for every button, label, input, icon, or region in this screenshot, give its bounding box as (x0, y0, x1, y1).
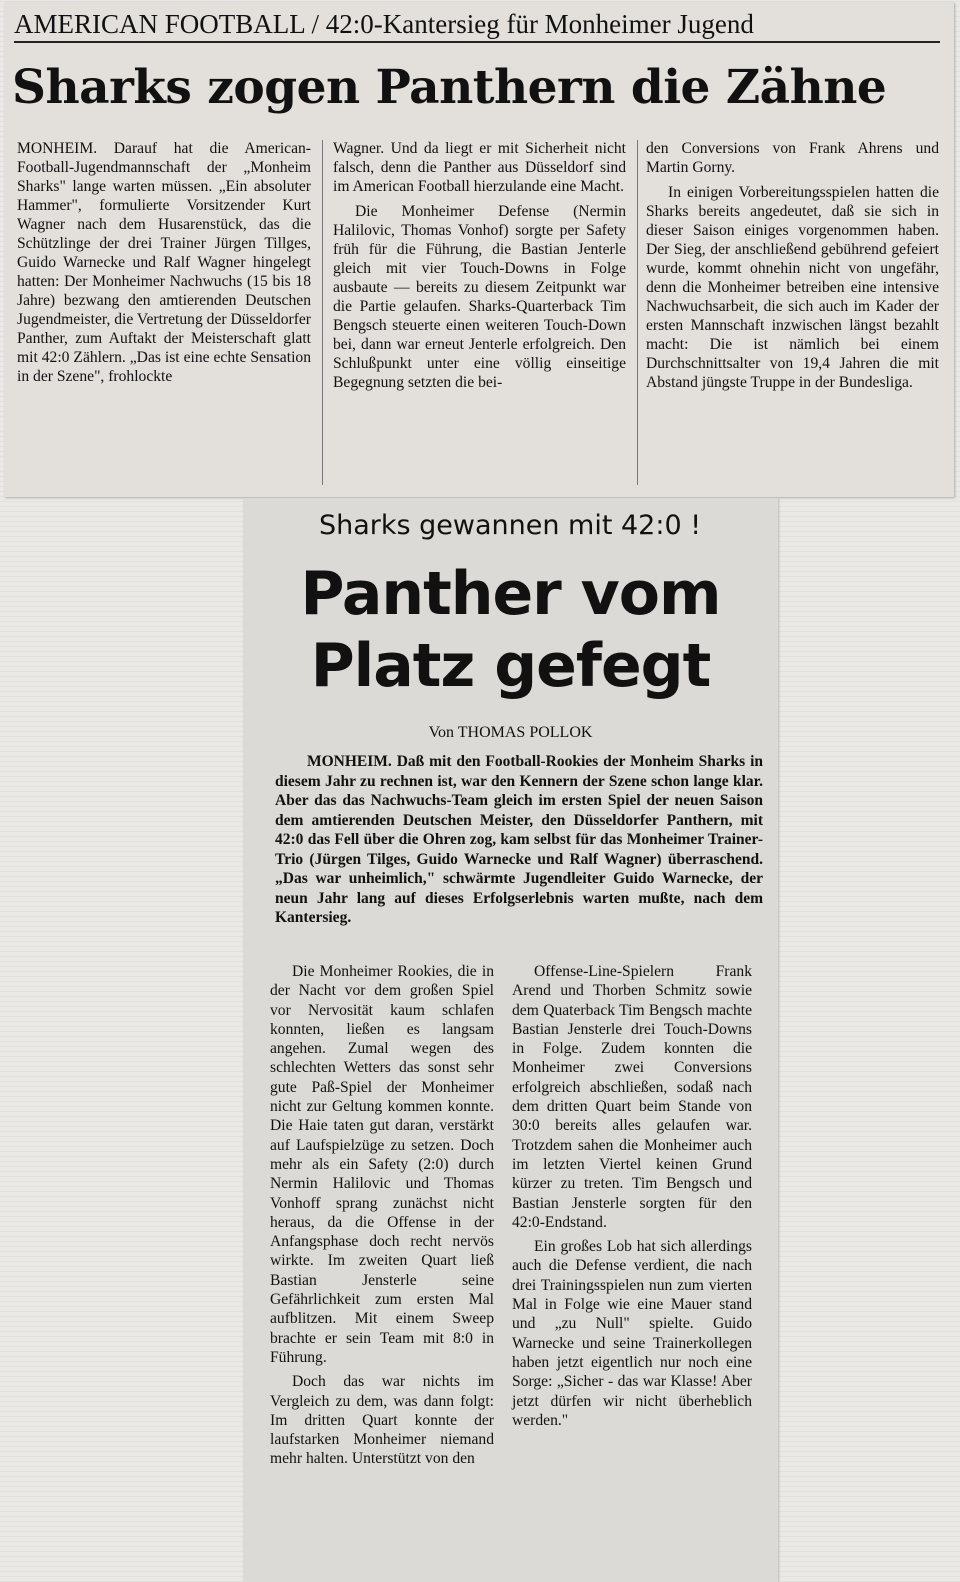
article1-column-1 (17, 139, 311, 386)
article2-byline: Von THOMAS POLLOK (428, 724, 593, 741)
article1-kicker: AMERICAN FOOTBALL / 42:0-Kantersieg für Monheimer Jugend (14, 8, 940, 43)
article2-paragraph: Die Monheimer Rookies, die in der Nacht vor dem großen Spiel vor Nervosität kaum schlafen konnten, ließen es langsam angehen. Zumal wegen des schlechten Wetters das sonst sehr gute Paß-Spiel der Monheimer nicht zur Geltung kommen konnte. Die Haie taten gut daran, verstärkt auf Laufspielzüge zu setzen. Doch mehr als ein Safety (2:0) durch Nermin Halilovic und Thomas Vonhoff sprang zunächst nicht heraus, da die Offense in der Anfangsphase doch recht nervös wirkte. Im zweiten Quart ließ Bastian Jensterle seine Gefährlichkeit zum ersten Mal aufblitzen. Mit einem Sweep brachte er sein Team mit 8:0 in Führung. (270, 963, 494, 1366)
article2-paragraph: Offense-Line-Spielern Frank Arend und Thorben Schmitz sowie dem Quaterback Tim Bengsch machte Bastian Jensterle drei Touch-Downs in Folge. Zudem konnten die Monheimer zwei Conversions erfolgreich abschließen, sodaß nach dem dritten Quart beim Stande von 30:0 bereits alles gelaufen war. Trotzdem sahen die Monheimer auch im letzten Viertel keinen Grund kürzer zu treten. Tim Bengsch und Bastian Jensterle sorgten für den 42:0-Endstand. (512, 963, 752, 1231)
article2-headline-line1: Panther vom (300, 559, 721, 629)
article2-paragraph: Ein großes Lob hat sich allerdings auch die Defense verdient, die nach drei Trainingsspielen nun zum vierten Mal in Folge wie eine Mauer stand und „zu Null" spielte. Guido Warnecke und seine Trainerkollegen haben jetzt eigentlich nur noch eine Sorge: „Sicher - das war Klasse! Aber jetzt dürfen wir nicht überheblich werden." (512, 1238, 752, 1429)
column-divider (637, 140, 638, 485)
column-divider (322, 140, 323, 485)
article2-lead (275, 752, 763, 928)
article1-paragraph: den Conversions von Frank Ahrens und Martin Gorny. (646, 140, 939, 176)
article1-paragraph: Die Monheimer Defense (Nermin Halilovic, Thomas Vonhof) sorgte per Safety früh für die Führung, die Bastian Jenterle gleich mit vier Touch-Downs in Folge ausbaute — bereits zu diesem Zeitpunkt war die Partie gelaufen. Sharks-Quarterback Tim Bengsch steuerte einen weiteren Touch-Down bei, dann war erneut Jenterle erfolgreich. Den Schlußpunkt unter eine völlig einseitige Begegnung setzten die bei- (333, 203, 626, 391)
article2-lead-text: MONHEIM. Daß mit den Football-Rookies der Monheim Sharks in diesem Jahr zu rechnen ist, war den Kennern der Szene schon lange klar. Aber das das Nachwuchs-Team gleich im ersten Spiel der neuen Saison dem amtierenden Deutschen Meister, den Düsseldorfer Panthern, mit 42:0 das Fell über die Ohren zog, kam selbst für das Monheimer Trainer-Trio (Jürgen Tilges, Guido Warnecke und Ralf Wagner) überraschend. „Das war unheimlich," schwärmte Jugendleiter Guido Warnecke, der neun Jahr lang auf dieses Erfolgserlebnis warten mußte, nach dem Kantersieg. (275, 753, 763, 926)
article2-column-2 (512, 962, 752, 1430)
article1-column-2 (333, 139, 626, 392)
article1-headline: Sharks zogen Panthern die Zähne (12, 60, 887, 115)
article1-paragraph: Wagner. Und da liegt er mit Sicherheit nicht falsch, denn die Panther aus Düsseldorf sind im American Football hierzulande eine Macht. (333, 140, 626, 195)
article2-paragraph: Doch das war nichts im Vergleich zu dem, was dann folgt: Im dritten Quart konnte der laufstarken Monheimer niemand mehr halten. Unterstützt von den (270, 1373, 494, 1468)
article2-headline-line2: Platz gefegt (310, 631, 711, 701)
article2-kicker (0, 510, 780, 542)
article2-headline (243, 558, 778, 702)
article1-column-3 (646, 139, 939, 392)
article1-paragraph: In einigen Vorbereitungsspielen hatten die Sharks bereits angedeutet, daß sie sich in dieser Saison einiges vorgenommen haben. Der Sieg, der anschließend gebührend gefeiert wurde, kommt ohnehin nicht von ungefähr, denn die Monheimer betreiben eine intensive Nachwuchsarbeit, die sich auch im Kader der ersten Mannschaft inzwischen längst bezahlt macht: Die ist nämlich bei einem Durchschnittsalter von 19,4 Jahren die mit Abstand jüngste Truppe in der Bundesliga. (646, 184, 939, 391)
article2-kicker-text: Sharks gewannen mit 42:0 ! (318, 510, 702, 541)
article1-paragraph: MONHEIM. Darauf hat die American-Football-Jugendmannschaft der „Monheim Sharks" lange warten müssen. „Ein absoluter Hammer", formulierte Vorsitzender Kurt Wagner nach dem Husarenstück, das die Schützlinge der drei Trainer Jürgen Tillges, Guido Warnecke und Ralf Wagner hingelegt hatten: Der Monheimer Nachwuchs (15 bis 18 Jahre) bezwang den amtierenden Deutschen Jugendmeister, die Vertretung der Düsseldorfer Panther, zum Auftakt der Meisterschaft glatt mit 42:0 Zählern. „Das ist eine echte Sensation in der Szene", frohlockte (17, 140, 311, 385)
article2-column-1 (270, 962, 494, 1469)
